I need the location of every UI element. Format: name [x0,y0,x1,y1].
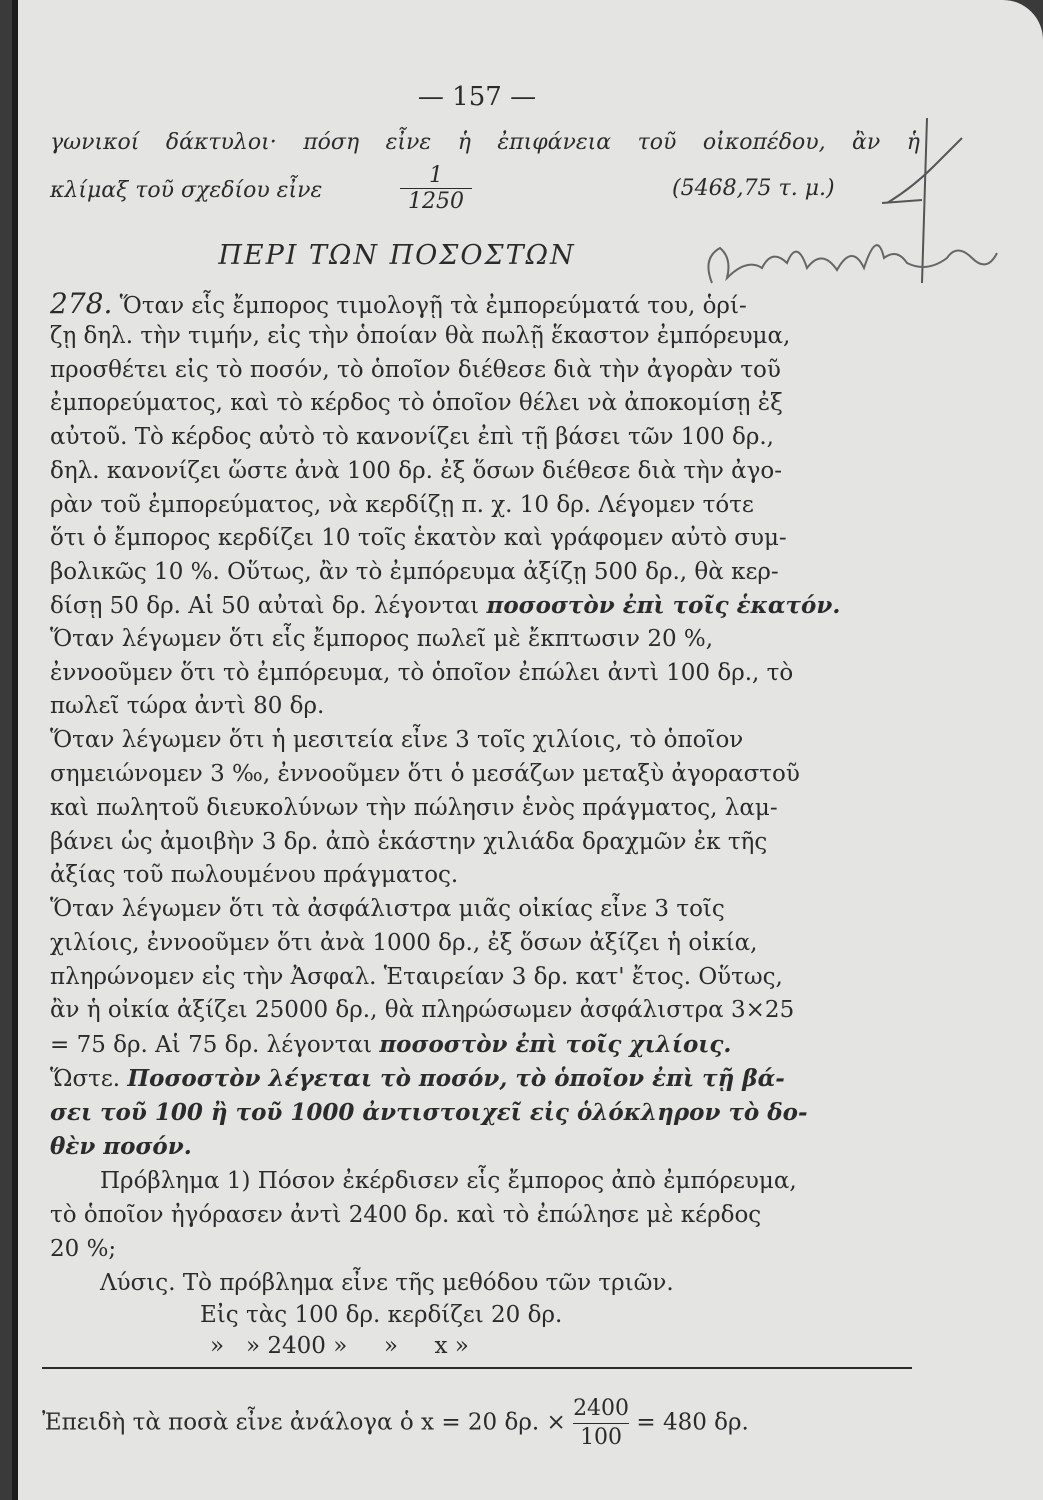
solution-step: Εἰς τὰς 100 δρ. κερδίζει 20 δρ. [200,1302,563,1328]
equation-fraction [573,1395,629,1452]
text-line [50,1031,920,1058]
problem-line: 20 %; [50,1236,117,1262]
header-word: δάκτυλοι· [165,130,277,155]
text-line: σημειώνομεν 3 ‰, ἐννοοῦμεν ὅτι ὁ μεσάζων μεταξὺ ἀγοραστοῦ [50,761,800,787]
problem-line: τὸ ὁποῖον ἠγόρασεν ἀντὶ 2400 δρ. καὶ τὸ ἐπώλησε μὲ κέρδος [50,1202,762,1228]
text-line [50,592,920,619]
text-line: ἂν ἡ οἰκία ἀξίζει 25000 δρ., θὰ πληρώσωμεν ἀσφάλιστρα 3×25 [50,997,795,1023]
text-line [50,1065,920,1092]
line-text: δίσῃ 50 δρ. Αἱ 50 αὐταὶ δρ. λέγονται [50,593,480,619]
definition-line: θὲν ποσόν. [50,1133,192,1160]
problem-line: Πρόβλημα 1) Πόσον ἐκέρδισεν εἷς ἔμπορος ἀπὸ ἐμπόρευμα, [100,1168,797,1194]
text-line: καὶ πωλητοῦ διευκολύνων τὴν πώλησιν ἑνὸς πράγματος, λαμ- [50,795,778,821]
text-line: πληρώνομεν εἰς τὴν Ἀσφαλ. Ἑταιρείαν 3 δρ. κατ' ἔτος. Οὕτως, [50,964,783,990]
text-line: ἀξίας τοῦ πωλουμένου πράγματος. [50,862,459,888]
fraction-numerator: 1 [429,163,443,188]
text-line: Ὅταν λέγωμεν ὅτι εἷς ἔμπορος πωλεῖ μὲ ἔκπτωσιν 20 %, [50,626,714,652]
text-line: ἐμπορεύματος, καὶ τὸ κέρδος τὸ ὁποῖον θέλει νὰ ἀποκομίσῃ ἐξ [50,390,783,416]
header-word: εἶνε [385,130,432,155]
section-title: ΠΕΡΙ ΤΩΝ ΠΟΣΟΣΤΩΝ [218,240,576,271]
final-equation [42,1395,922,1452]
header-word: ἡ [457,130,471,155]
fraction-numerator: 2400 [573,1396,630,1421]
fraction-denominator: 1250 [400,188,472,214]
text-line: Ὅταν λέγωμεν ὅτι τὰ ἀσφάλιστρα μιᾶς οἰκίας εἶνε 3 τοῖς [50,896,725,922]
text-line: προσθέτει εἰς τὸ ποσόν, τὸ ὁποῖον διέθεσε διὰ τὴν ἀγορὰν τοῦ [50,357,781,383]
text-line: δηλ. κανονίζει ὥστε ἀνὰ 100 δρ. ἐξ ὅσων διέθεσε διὰ τὴν ἀγο- [50,458,783,484]
equation-text: = 480 δρ. [636,1409,749,1436]
header-word: ἂν [852,130,881,155]
header-word: γωνικοί [50,130,140,155]
emphasis-text: ποσοστὸν ἐπὶ τοῖς χιλίοις. [379,1031,732,1058]
text-line: Ὅταν λέγωμεν ὅτι ἡ μεσιτεία εἶνε 3 τοῖς χιλίοις, τὸ ὁποῖον [50,727,744,753]
definition-line: σει τοῦ 100 ἢ τοῦ 1000 ἀντιστοιχεῖ εἰς ὁλόκληρον τὸ δο- [50,1099,808,1126]
text-line [50,287,920,320]
divider [42,1367,912,1369]
text-line: ἐννοοῦμεν ὅτι τὸ ἐμπόρευμα, τὸ ὁποῖον ἐπώλει ἀντὶ 100 δρ., τὸ [50,660,794,686]
text-line: ζῃ δηλ. τὴν τιμήν, εἰς τὴν ὁποίαν θὰ πωλῇ ἕκαστον ἐμπόρευμα, [50,323,791,349]
header-word: ἡ [906,130,920,155]
paragraph-number: 278. [50,287,113,320]
header-line-2: κλίμαξ τοῦ σχεδίου εἶνε [50,178,323,203]
handwritten-annotation [672,108,1012,298]
text-line: ὅτι ὁ ἔμπορος κερδίζει 10 τοῖς ἑκατὸν καὶ γράφομεν αὐτὸ συμ- [50,525,787,551]
page-edge [12,0,18,1500]
line-text: = 75 δρ. Αἱ 75 δρ. λέγονται [50,1032,372,1058]
emphasis-text: ποσοστὸν ἐπὶ τοῖς ἑκατόν. [486,592,841,619]
equation-text: Ἐπειδὴ τὰ ποσὰ εἶνε ἀνάλογα ὁ x = 20 δρ. × [42,1409,566,1436]
header-word: τοῦ [637,130,677,155]
header-word: οἰκοπέδου, [702,130,826,155]
solution-line: Λύσις. Τὸ πρόβλημα εἶνε τῆς μεθόδου τῶν τριῶν. [100,1270,674,1296]
line-text: Ὥστε. [50,1066,121,1092]
scale-fraction [400,163,472,214]
text-line: αὐτοῦ. Τὸ κέρδος αὐτὸ τὸ κανονίζει ἐπὶ τῇ βάσει τῶν 100 δρ., [50,424,774,450]
header-word: πόση [303,130,360,155]
header-word: ἐπιφάνεια [497,130,612,155]
line-text: Ὅταν εἷς ἔμπορος τιμολογῇ τὰ ἐμπορεύματά του, ὁρί- [119,293,747,319]
text-line: βάνει ὡς ἀμοιβὴν 3 δρ. ἀπὸ ἑκάστην χιλιάδα δραχμῶν ἐκ τῆς [50,829,768,855]
text-line: ρὰν τοῦ ἐμπορεύματος, νὰ κερδίζῃ π. χ. 10 δρ. Λέγομεν τότε [50,492,754,518]
book-page [12,0,1043,1500]
text-line: βολικῶς 10 %. Οὕτως, ἂν τὸ ἐμπόρευμα ἀξίζῃ 500 δρ., θὰ κερ- [50,559,779,585]
area-answer: (5468,75 τ. μ.) [672,176,835,201]
text-line: πωλεῖ τώρα ἀντὶ 80 δρ. [50,693,325,719]
text-line: χιλίοις, ἐννοοῦμεν ὅτι ἀνὰ 1000 δρ., ἐξ ὅσων ἀξίζει ἡ οἰκία, [50,930,758,956]
fraction-denominator: 100 [573,1423,629,1452]
solution-step: » » 2400 » » x » [210,1333,469,1359]
definition-text: Ποσοστὸν λέγεται τὸ ποσόν, τὸ ὁποῖον ἐπὶ τῇ βά- [127,1065,785,1092]
page-number: — 157 — [417,82,537,112]
